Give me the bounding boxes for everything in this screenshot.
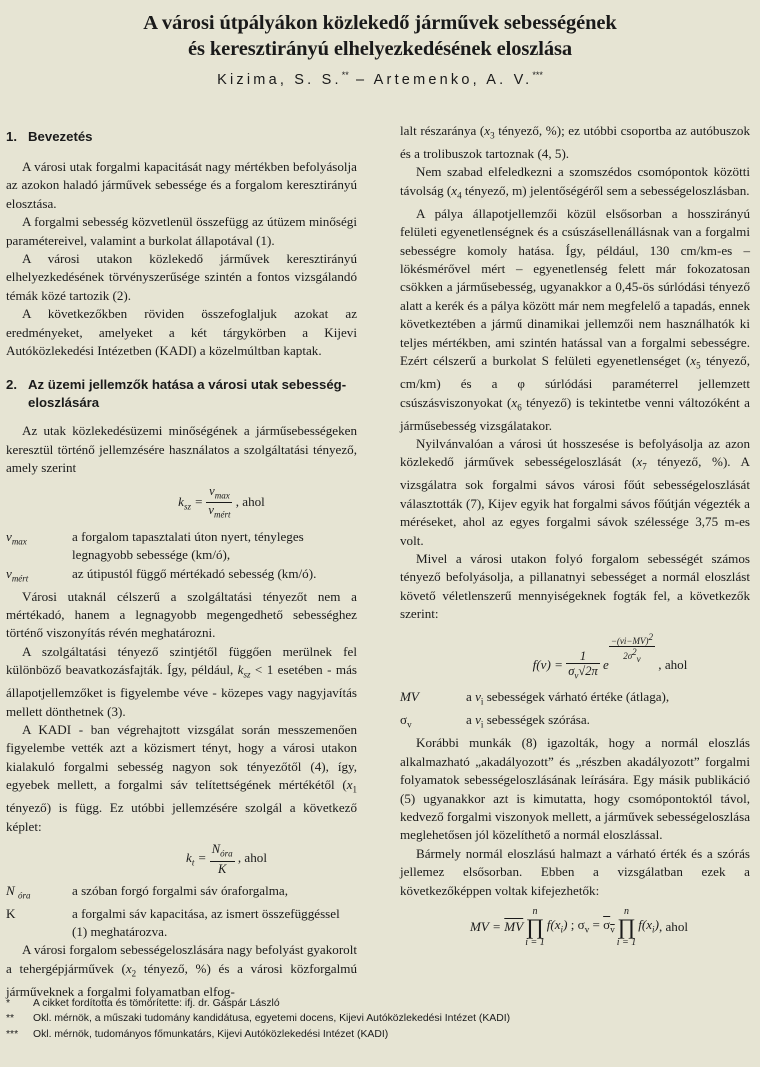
left-column: [6, 122, 357, 1001]
formula-mean-and-deviation: MV = $\overline{MV}$ n ∏ i = 1 $f(x_i)$ ; $\sigma_v$ = $\sigma_v$ n ∏ i = 1 $f(x_i)$ , ahol: [470, 906, 689, 949]
author-1: Kizima, S. S.: [217, 71, 342, 88]
footnote: * A cikket fordította és tömörítette: ifj. dr. Gáspár László: [6, 998, 280, 1009]
formula-exponent: $\frac{-(vi-MV)^2}{2\sigma^2_v}$: [610, 631, 653, 664]
paragraph: Mivel a városi utakon folyó forgalom sebességét számos tényező befolyásolja, a pillanatnyi sebességet a normál eloszlást követő véletlenszerű mennyiségeknek fogták fel, a következők szerint:: [400, 550, 750, 622]
article-title: [0, 10, 760, 62]
title-line-2: és keresztirányú elhelyezkedésének eloszlása: [187, 38, 573, 60]
formula-fraction: $\frac{v_{max}}{v_{mért}}$: [208, 483, 231, 520]
formula-lhs: $k_{sz}$: [178, 493, 191, 512]
author-2-mark: ***: [532, 70, 543, 80]
definition-vmert: $v_{mért}$ az útipustól függő mértékadó sebesség (km/ó).: [6, 565, 317, 584]
paragraph: A szolgáltatási tényező szintjétől függően merülnek fel különböző beavatkozásfajták. Így, például, $k_{sz} < 1$ esetében - más állapotjellemzőket is figyelembe véve - közepes vagy nagyjavítás mellett dönthetnek (3).: [6, 643, 358, 719]
section-2-heading: [6, 376, 357, 412]
paragraph: Korábbi munkák (8) igazolták, hogy a normál eloszlás alkalmazható „akadályozott” és „részben akadályozott” forgalmi folyamatok sebességeloszlásának leírására. Egy másik publikáció (5) ugyanakkor azt is kimutatta, hogy csomópontoktól távol, kedvező forgalmi viszonyok mellett, a járművek sebességeloszlása meglehetősen jól közelíthető a normál eloszlással.: [400, 735, 750, 843]
section-2-title: Az üzemi jellemzők hatása a városi utak sebesség-eloszlására: [28, 377, 347, 411]
paragraph: Bármely normál eloszlású halmazt a várható érték és a szórás jellemez elsősorban. Ebben a vizsgálatban ezek a következőképpen voltak kifejezhetők:: [400, 845, 750, 898]
section-1-number: 1.: [6, 129, 17, 144]
footnote: ** Okl. mérnök, a műszaki tudomány kandidátusa, egyetemi docens, Kijevi Autóközlekedési Intézet (KADI): [6, 1013, 511, 1025]
section-1-title: Bevezetés: [28, 129, 93, 144]
paragraph: Az utak közlekedésüzemi minőségének a járműsebességeken keresztül történő jellemzésére használatos a szolgáltatási tényező, amely szerint: [6, 423, 357, 476]
paragraph: A KADI - ban végrehajtott vizsgálat során messzemenően figyelembe vették azt a közismert tényt, hogy a városi utakon kialakuló forgalmi sebesség nagyon sok tényezőtől (4), így, egyebek mellett, a forgalmi sáv telítettségének mértékétől ($x_1$ tényező) is függ. Ez utóbbi jellemzésére szolgál a következő képlet:: [6, 721, 357, 834]
paragraph: A városi utak forgalmi kapacitását nagy mértékben befolyásolja az azokon haladó járművek sebessége és a forgalom keresztirányú elosztása.: [6, 159, 357, 211]
paragraph: A városi forgalom sebességeloszlására nagy befolyást gyakorolt a tehergépjárművek ($x_2$ tényező, %) és a városi közforgalmú járműveknek a forgalmi folyamatban elfog-: [6, 942, 358, 999]
section-2-number: 2.: [6, 377, 17, 393]
footnotes: [6, 996, 751, 1042]
section-1-heading: [6, 128, 357, 146]
paragraph: Nyilvánvalóan a városi út hosszesése is befolyásolja az azon közlekedő járművek sebességeloszlását ($x_7$ tényező, %). A vizsgálatra sok forgalmi sávos városi főút sebességeloszlását választották (7), Kijev egyik hat forgalmi sávos főútján végezték a méréseket, ahol az egyes forgalmi sávok szélessége 3,75 m-es volt.: [400, 435, 750, 548]
right-column: [400, 122, 750, 948]
formula-fraction: $\frac{1}{\sigma_v√2\pi}$: [568, 648, 598, 681]
title-line-1: A városi útpályákon közlekedő járművek sebességének: [143, 12, 617, 34]
paragraph: Nem szabad elfeledkezni a szomszédos csomópontok közötti távolság ($x_4$ tényező, m) jelentőségéről sem a sebességeloszlásban.: [400, 164, 750, 201]
footnote: *** Okl. mérnök, tudományos főmunkatárs, Kijevi Autóközlekedési Intézet (KADI): [6, 1028, 389, 1040]
paragraph: A forgalmi sebesség közvetlenül összefügg az útüzem minőségi paramétereivel, valamint a burkolat állapotával (1).: [6, 214, 357, 248]
paragraph: A következőkben röviden összefoglaljuk azokat az eredményeket, amelyeket a két tárgykörben a Kijevi Autóközlekedési Intézetben (KADI) a közelmúltban kaptak.: [6, 306, 357, 359]
formula-fraction: $\frac{N_{óra}}{K}$: [211, 842, 233, 876]
author-2: Artemenko, A. V.: [373, 71, 533, 88]
paragraph: A pálya állapotjellemzői közül elsősorban a hosszirányú felületi egyenetlenségnek és a csúszásellenállásnak van a forgalmi sebességre komoly hatása. Így, például, 130 cm/km-es – lökésmérővel mért – egyenetlenség felett már fokozatosan csökken a járműsebesség, ugyanakkor a 0,45-ös súrlódási tényező alatt a kerék és a pálya között már nem megfelelő a tapadás, ennek következtében a jármű dinamikai jellemzői nem használhatók ki teljes mértékben, ami szintén hatással van a forgalmi sebességre. Ezért célszerű a burkolat S felületi egyenetlenséget ($x_5$ tényező, cm/km) és a φ súrlódási paraméterrel jellemzett csúszásviszonyokat ($x_6$ tényező) is tekintetbe venni változóként a járműsebesség vizsgálatakor.: [400, 205, 750, 433]
definition-k: K a forgalmi sáv kapacitása, az ismert összefüggéssel (1) meghatározva.: [6, 905, 340, 939]
author-separator: –: [355, 71, 368, 88]
formula-normal-distribution: f(v) = $\frac{1}{\sigma_v√2\pi}$ e $\frac{-(vi-MV)^2}{2\sigma^2_v}$ , ahol: [532, 631, 688, 681]
authors: [0, 70, 760, 88]
paragraph: Városi utaknál célszerű a szolgáltatási tényezőt nem a mértékadó, hanem a legnagyobb megengedhető sebességhez történő viszonyítás révén meghatározni.: [6, 588, 357, 641]
formula-saturation: $k_t$ = $\frac{N_{óra}}{K}$ , ahol: [186, 842, 267, 876]
paragraph: A városi utakon közlekedő járművek keresztirányú elhelyezkedésének törvényszerűsége szintén a fontos vizsgálandó témák közé tartozik (2).: [6, 251, 357, 303]
paragraph: lalt részaránya ($x_3$ tényező, %); ez utóbbi csoportba az autóbuszok és a trolibuszok tartoznak (4, 5).: [400, 123, 750, 162]
author-1-mark: **: [341, 70, 349, 80]
definition-nora: N $_{óra}$ a szóban forgó forgalmi sáv óraforgalma,: [6, 882, 288, 901]
formula-service-factor: $k_{sz}$ = $\frac{v_{max}}{v_{mért}}$ , ahol: [178, 483, 265, 520]
definition-sigma: $\sigma_v$ a $v_i$ sebességek szórása.: [400, 712, 590, 730]
definition-vmax: $v_{max}$ a forgalom tapasztalati úton nyert, tényleges legnagyobb sebessége (km/ó),: [6, 528, 304, 563]
definition-mv: MV a $v_i$ sebességek várható értéke (átlaga),: [400, 689, 670, 707]
